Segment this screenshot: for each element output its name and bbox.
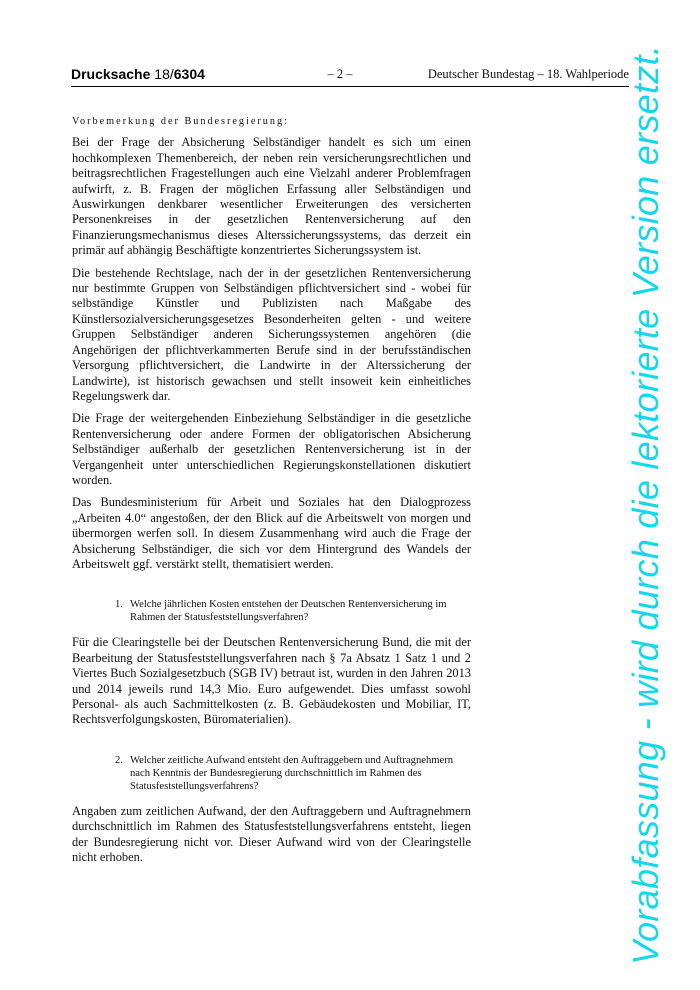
question-text: Welcher zeitliche Aufwand entsteht den Auftraggebern und Auftragnehmern nach Kenntnis der Bundesregierung durchschnittlich im Rahmen des Statusfeststellungsverfahrens? [130, 754, 454, 792]
page-header [71, 66, 629, 87]
paragraph: Die Frage der weitergehenden Einbeziehung Selbständiger in die gesetzliche Rentenversicherung oder andere Formen der obligatorischen Absicherung Selbständiger außerhalb der gesetzlichen Rentenversicherung ist in der Vergangenheit unter unterschiedlichen Regierungskonstellationen diskutiert worden. [72, 411, 471, 487]
paragraph: Das Bundesministerium für Arbeit und Soziales hat den Dialogprozess „Arbeiten 4.0“ angestoßen, der den Blick auf die Arbeitswelt von morgen und übermorgen werfen soll. In diesem Zusammenhang wird auch die Frage der Absicherung Selbständiger, die sich vor dem Hintergrund des Wandels der Arbeitswelt ggf. verstärkt stellt, thematisiert werden. [72, 495, 471, 571]
doc-number-prefix: 18/ [154, 66, 174, 82]
paragraph: Bei der Frage der Absicherung Selbständiger handelt es sich um einen hochkomplexen Themenbereich, der neben rein versicherungsrechtlichen und beitragsrechtlichen Fragestellungen auch eine Vielzahl anderer Problemfragen aufwirft, z. B. Fragen der möglichen Erfassung aller Selbständigen und Auswirkungen denkbarer wesentlicher Erweiterungen des versicherten Personenkreises in der gesetzlichen Rentenversicherung auf den Finanzierungsmechanismus dieses Alterssicherungssystems, das derzeit ein primär auf abhängig Beschäftigte konzentriertes Sicherungssystem ist. [72, 135, 471, 258]
question-2 [72, 754, 471, 793]
answer-2: Angaben zum zeitlichen Aufwand, der den Auftraggebern und Auftragnehmern durchschnittlich im Rahmen des Statusfeststellungsverfahrens entsteht, liegen der Bundesregierung nicht vor. Dieser Aufwand wird von der Clearingstelle nicht erhoben. [72, 803, 471, 865]
question-text: Welche jährlichen Kosten entstehen der Deutschen Rentenversicherung im Rahmen der Statusfeststellungsverfahren? [130, 599, 447, 624]
doc-number: 6304 [173, 66, 205, 82]
preliminary-heading: Vorbemerkung der Bundesregierung: [72, 116, 289, 127]
paragraph: Die bestehende Rechtslage, nach der in der gesetzlichen Rentenversicherung nur bestimmte Gruppen von Selbständigen pflichtversichert sind - wobei für selbständige Künstler und Publizisten nach Maßgabe des Künstlersozialversicherungsgesetzes Besonderheiten gelten - und weitere Gruppen Selbständiger anderen Sicherungssystemen angehören (die Angehörigen der pflichtverkammerten Berufe sind in der berufsständischen Versorgung pflichtversichert, die Landwirte in der Alterssicherung der Landwirte), ist historisch gewachsen und stellt insoweit kein einheitliches Regelungswerk dar. [72, 265, 471, 403]
doc-label: Drucksache [71, 66, 151, 82]
document-body [72, 114, 471, 872]
watermark-text: Vorabfassung - wird durch die lektorierte Version ersetzt. [625, 44, 666, 966]
question-number: 1. [115, 599, 123, 611]
page-number: – 2 – [327, 67, 353, 81]
question-number: 2. [115, 754, 123, 766]
answer-1: Für die Clearingstelle bei der Deutschen Rentenversicherung Bund, die mit der Bearbeitung der Statusfeststellungsverfahren nach § 7a Absatz 1 Satz 1 und 2 Viertes Buch Sozialgesetzbuch (SGB IV) betraut ist, wurden in den Jahren 2013 und 2014 jeweils rund 14,3 Mio. Euro aufgewendet. Dies umfasst sowohl Personal- als auch Sachmittelkosten (z. B. Gebäudekosten und Mobiliar, IT, Rechtsverfolgungskosten, Büromaterialien). [72, 635, 471, 727]
question-1 [72, 598, 471, 624]
watermark [616, 44, 676, 966]
legislative-period: Deutscher Bundestag – 18. Wahlperiode [427, 67, 629, 81]
